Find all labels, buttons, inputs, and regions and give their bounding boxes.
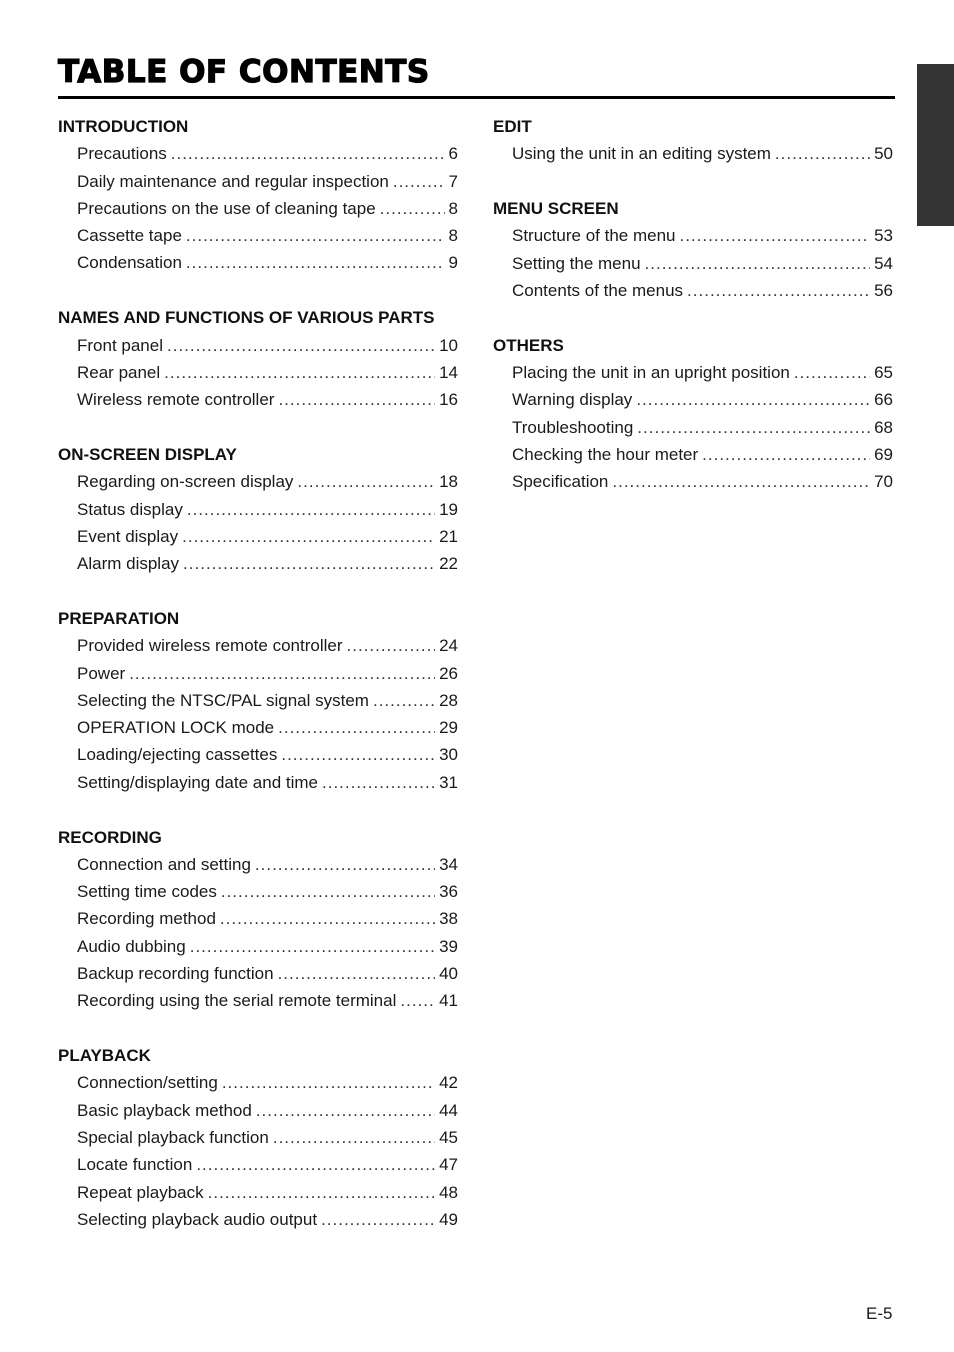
entry-page-number: 68 [874, 417, 893, 437]
section-title: ON-SCREEN DISPLAY [58, 444, 237, 464]
entry-page-number: 26 [439, 663, 458, 683]
toc-entry[interactable] [58, 990, 458, 1017]
dot-leader [775, 143, 870, 165]
entry-label: Condensation [77, 253, 182, 273]
entry-label: Backup recording function [77, 964, 274, 984]
entry-page-number: 66 [874, 390, 893, 410]
toc-entry[interactable] [493, 225, 893, 252]
toc-entry[interactable] [58, 526, 458, 553]
toc-entry[interactable] [58, 143, 458, 170]
dot-leader [208, 1182, 435, 1204]
section-title: PREPARATION [58, 608, 180, 628]
toc-entry[interactable] [58, 963, 458, 990]
entry-label: Basic playback method [77, 1100, 252, 1120]
entry-page-number: 36 [439, 882, 458, 902]
entry-page-number: 53 [874, 226, 893, 246]
dot-leader [220, 908, 435, 930]
toc-entry[interactable] [58, 717, 458, 744]
dot-leader [196, 1154, 435, 1176]
entry-label: Selecting playback audio output [77, 1209, 318, 1229]
dot-leader [182, 526, 435, 548]
toc-entry[interactable] [58, 1182, 458, 1209]
entry-label: Specification [512, 472, 609, 492]
entry-label: Warning display [512, 390, 633, 410]
entry-label: Event display [77, 526, 179, 546]
entry-page-number: 28 [439, 690, 458, 710]
dot-leader [400, 990, 435, 1012]
entry-label: Troubleshooting [512, 417, 634, 437]
entry-label: Recording using the serial remote terminal [77, 991, 397, 1011]
entry-page-number: 8 [448, 226, 458, 246]
entry-page-number: 41 [439, 991, 458, 1011]
entry-page-number: 39 [439, 936, 458, 956]
dot-leader [322, 772, 435, 794]
dot-leader [183, 553, 435, 575]
entry-page-number: 7 [448, 171, 458, 191]
toc-section [58, 827, 458, 1018]
entry-label: Connection and setting [77, 854, 251, 874]
toc-entry[interactable] [58, 335, 458, 362]
toc-entry[interactable] [58, 772, 458, 799]
entry-page-number: 30 [439, 745, 458, 765]
dot-leader [794, 362, 870, 384]
toc-entry[interactable] [493, 253, 893, 280]
entry-page-number: 6 [448, 144, 458, 164]
entry-page-number: 40 [439, 964, 458, 984]
entry-page-number: 18 [439, 472, 458, 492]
toc-entry[interactable] [58, 252, 458, 279]
toc-entry[interactable] [58, 389, 458, 416]
toc-entry[interactable] [58, 881, 458, 908]
section-title: MENU SCREEN [493, 199, 619, 219]
dot-leader [687, 280, 870, 302]
entry-label: Recording method [77, 909, 216, 929]
dot-leader [186, 225, 445, 247]
entry-page-number: 38 [439, 909, 458, 929]
toc-entry[interactable] [58, 499, 458, 526]
toc-entry[interactable] [58, 690, 458, 717]
dot-leader [297, 471, 435, 493]
toc-entry[interactable] [58, 362, 458, 389]
entry-label: Daily maintenance and regular inspection [77, 171, 389, 191]
dot-leader [190, 936, 435, 958]
toc-section [58, 444, 458, 580]
toc-entry[interactable] [58, 635, 458, 662]
dot-leader [637, 417, 870, 439]
dot-leader [255, 854, 435, 876]
entry-page-number: 50 [874, 144, 893, 164]
entry-page-number: 54 [874, 253, 893, 273]
entry-label: Setting the menu [512, 253, 641, 273]
entry-label: Alarm display [77, 554, 180, 574]
dot-leader [278, 963, 436, 985]
entry-label: Front panel [77, 335, 163, 355]
entry-label: Selecting the NTSC/PAL signal system [77, 690, 369, 710]
entry-page-number: 42 [439, 1073, 458, 1093]
toc-entry[interactable] [493, 362, 893, 389]
entry-label: Cassette tape [77, 226, 182, 246]
dot-leader [273, 1127, 435, 1149]
toc-entry[interactable] [493, 444, 893, 471]
entry-page-number: 69 [874, 444, 893, 464]
dot-leader [221, 881, 435, 903]
entry-page-number: 45 [439, 1128, 458, 1147]
toc-section [58, 608, 458, 799]
toc-entry[interactable] [58, 171, 458, 198]
entry-page-number: 49 [439, 1209, 458, 1229]
toc-entry[interactable] [58, 198, 458, 225]
entry-label: Precautions [77, 144, 167, 164]
dot-leader [256, 1100, 435, 1122]
entry-page-number: 31 [439, 772, 458, 792]
toc-entry[interactable] [58, 1072, 458, 1099]
entry-page-number: 24 [439, 636, 458, 656]
entry-label: Regarding on-screen display [77, 472, 294, 492]
entry-label: Locate function [77, 1155, 193, 1175]
dot-leader [380, 198, 445, 220]
toc-entry[interactable] [58, 471, 458, 498]
entry-page-number: 16 [439, 390, 458, 410]
toc-entry[interactable] [58, 663, 458, 690]
entry-label: Rear panel [77, 362, 161, 382]
section-title: PLAYBACK [58, 1046, 151, 1066]
dot-leader [186, 252, 445, 274]
dot-leader [167, 335, 435, 357]
entry-page-number: 21 [439, 526, 458, 546]
toc-section [493, 335, 893, 499]
toc-entry[interactable] [493, 280, 893, 307]
entry-page-number: 65 [874, 363, 893, 383]
dot-leader [281, 744, 435, 766]
entry-page-number: 19 [439, 499, 458, 519]
toc-entry[interactable] [493, 143, 893, 170]
entry-page-number: 44 [439, 1100, 458, 1120]
toc-entry[interactable] [58, 225, 458, 252]
toc-entry[interactable] [58, 1154, 458, 1181]
entry-page-number: 22 [439, 554, 458, 574]
dot-leader [679, 225, 870, 247]
entry-label: Loading/ejecting cassettes [77, 745, 278, 765]
entry-label: Placing the unit in an upright position [512, 363, 790, 383]
entry-label: Wireless remote controller [77, 390, 275, 410]
toc-section [493, 116, 893, 171]
entry-label: Repeat playback [77, 1182, 204, 1202]
entry-page-number: 10 [439, 335, 458, 355]
dot-leader [702, 444, 870, 466]
toc-entry[interactable] [58, 936, 458, 963]
dot-leader [636, 389, 870, 411]
toc-section [58, 307, 458, 416]
toc-section [58, 116, 458, 280]
entry-label: OPERATION LOCK mode [77, 718, 275, 738]
section-title: OTHERS [493, 335, 564, 355]
toc-section [58, 1045, 458, 1236]
entry-label: Checking the hour meter [512, 444, 699, 464]
toc-section [493, 198, 893, 307]
entry-label: Special playback function [77, 1128, 269, 1147]
dot-leader [373, 690, 435, 712]
dot-leader [645, 253, 871, 275]
toc-entry[interactable] [58, 1209, 458, 1236]
toc-entry[interactable] [58, 1127, 458, 1154]
entry-page-number: 47 [439, 1155, 458, 1175]
section-title: INTRODUCTION [58, 117, 189, 136]
toc-entry[interactable] [493, 471, 893, 498]
chapter-tab [917, 64, 954, 226]
dot-leader [171, 143, 445, 165]
entry-page-number: 9 [448, 253, 458, 273]
entry-page-number: 48 [439, 1182, 458, 1202]
entry-label: Precautions on the use of cleaning tape [77, 198, 376, 218]
entry-label: Using the unit in an editing system [512, 144, 771, 164]
dot-leader [129, 663, 435, 685]
dot-leader [321, 1209, 435, 1231]
entry-label: Connection/setting [77, 1073, 218, 1093]
dot-leader [612, 471, 870, 493]
dot-leader [278, 717, 435, 739]
toc-entry[interactable] [58, 553, 458, 580]
page-title: TABLE OF CONTENTS [58, 54, 430, 90]
toc-entry[interactable] [58, 908, 458, 935]
entry-label: Provided wireless remote controller [77, 636, 343, 656]
entry-label: Status display [77, 499, 183, 519]
section-title: NAMES AND FUNCTIONS OF VARIOUS PARTS [58, 308, 435, 328]
toc-right-column [493, 116, 893, 526]
toc-entry[interactable] [58, 1100, 458, 1127]
entry-label: Audio dubbing [77, 936, 186, 956]
toc-entry[interactable] [58, 744, 458, 771]
entry-page-number: 70 [874, 472, 893, 492]
entry-label: Contents of the menus [512, 280, 684, 300]
section-title: RECORDING [58, 827, 162, 847]
entry-page-number: 14 [439, 362, 458, 382]
dot-leader [347, 635, 436, 657]
entry-page-number: 56 [874, 280, 893, 300]
entry-page-number: 8 [448, 198, 458, 218]
dot-leader [164, 362, 435, 384]
entry-label: Setting time codes [77, 882, 217, 902]
entry-label: Power [77, 663, 126, 683]
dot-leader [222, 1072, 435, 1094]
page-number: E-5 [866, 1304, 893, 1323]
entry-label: Structure of the menu [512, 226, 676, 246]
section-title: EDIT [493, 117, 532, 136]
dot-leader [278, 389, 435, 411]
toc-entry[interactable] [493, 417, 893, 444]
dot-leader [187, 499, 435, 521]
title-rule [58, 96, 895, 99]
entry-page-number: 29 [439, 718, 458, 738]
dot-leader [393, 171, 445, 193]
toc-entry[interactable] [58, 854, 458, 881]
toc-left-column [58, 116, 458, 1264]
entry-label: Setting/displaying date and time [77, 772, 318, 792]
entry-page-number: 34 [439, 854, 458, 874]
toc-entry[interactable] [493, 389, 893, 416]
